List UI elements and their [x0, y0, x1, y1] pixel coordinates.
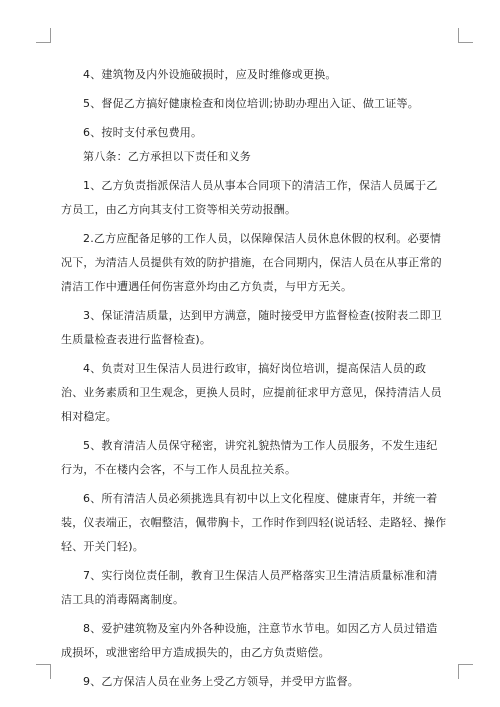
- section-heading: 第八条：乙方承担以下责任和义务: [83, 150, 251, 163]
- paragraph: 9、乙方保洁人员在业务上受乙方领导，并受甲方监督。: [83, 675, 359, 688]
- paragraph: 4、负责对卫生保洁人员进行政审，搞好岗位培训，提高保洁人员的政治、业务素质和卫生观念，更换人员时，应提前征求甲方意见，保持清洁人员相对稳定。: [61, 362, 442, 423]
- document-body: [61, 63, 447, 694]
- page-corner-mark-bottom-left: [36, 664, 51, 679]
- paragraph: 7、实行岗位责任制，教育卫生保洁人员严格落实卫生清洁质量标准和清洁工具的消毒隔离制度。: [61, 569, 438, 606]
- paragraph: 8、爱护建筑物及室内外各种设施，注意节水节电。如因乙方人员过错造成损坏，或泄密给甲方造成损失的，由乙方负责赔偿。: [61, 622, 438, 659]
- paragraph: 4、建筑物及内外设施破损时，应及时维修或更换。: [83, 68, 337, 81]
- paragraph: 2.乙方应配备足够的工作人员，以保障保洁人员休息休假的权利。必要情况下，为清洁人员提供有效的防护措施，在合同期内，保洁人员在从事正常的清洁工作中遭遇任何伤害意外均由乙方负责，与甲方无关。: [61, 232, 442, 293]
- page-corner-mark-top-left: [36, 28, 51, 43]
- paragraph: 6、按时支付承包费用。: [83, 126, 203, 139]
- paragraph: 6、所有清洁人员必须挑选具有初中以上文化程度、健康青年，并统一着装，仪表端正，衣帽整洁，佩带胸卡，工作时作到四轻(说话轻、走路轻、操作轻、开关门轻)。: [61, 492, 447, 553]
- page-corner-mark-bottom-right: [458, 664, 473, 679]
- paragraph: 3、保证清洁质量，达到甲方满意，随时接受甲方监督检查(按附表二即卫生质量检查表进行监督检查)。: [61, 309, 442, 346]
- paragraph: 5、督促乙方搞好健康检查和岗位培训;协助办理出入证、做工证等。: [83, 97, 419, 110]
- page-corner-mark-top-right: [458, 28, 473, 43]
- paragraph: 1、乙方负责指派保洁人员从事本合同项下的清洁工作，保洁人员属于乙方员工，由乙方向其支付工资等相关劳动报酬。: [61, 179, 438, 216]
- paragraph: 5、教育清洁人员保守秘密，讲究礼貌热情为工作人员服务，不发生违纪行为，不在楼内会客，不与工作人员乱拉关系。: [61, 439, 438, 476]
